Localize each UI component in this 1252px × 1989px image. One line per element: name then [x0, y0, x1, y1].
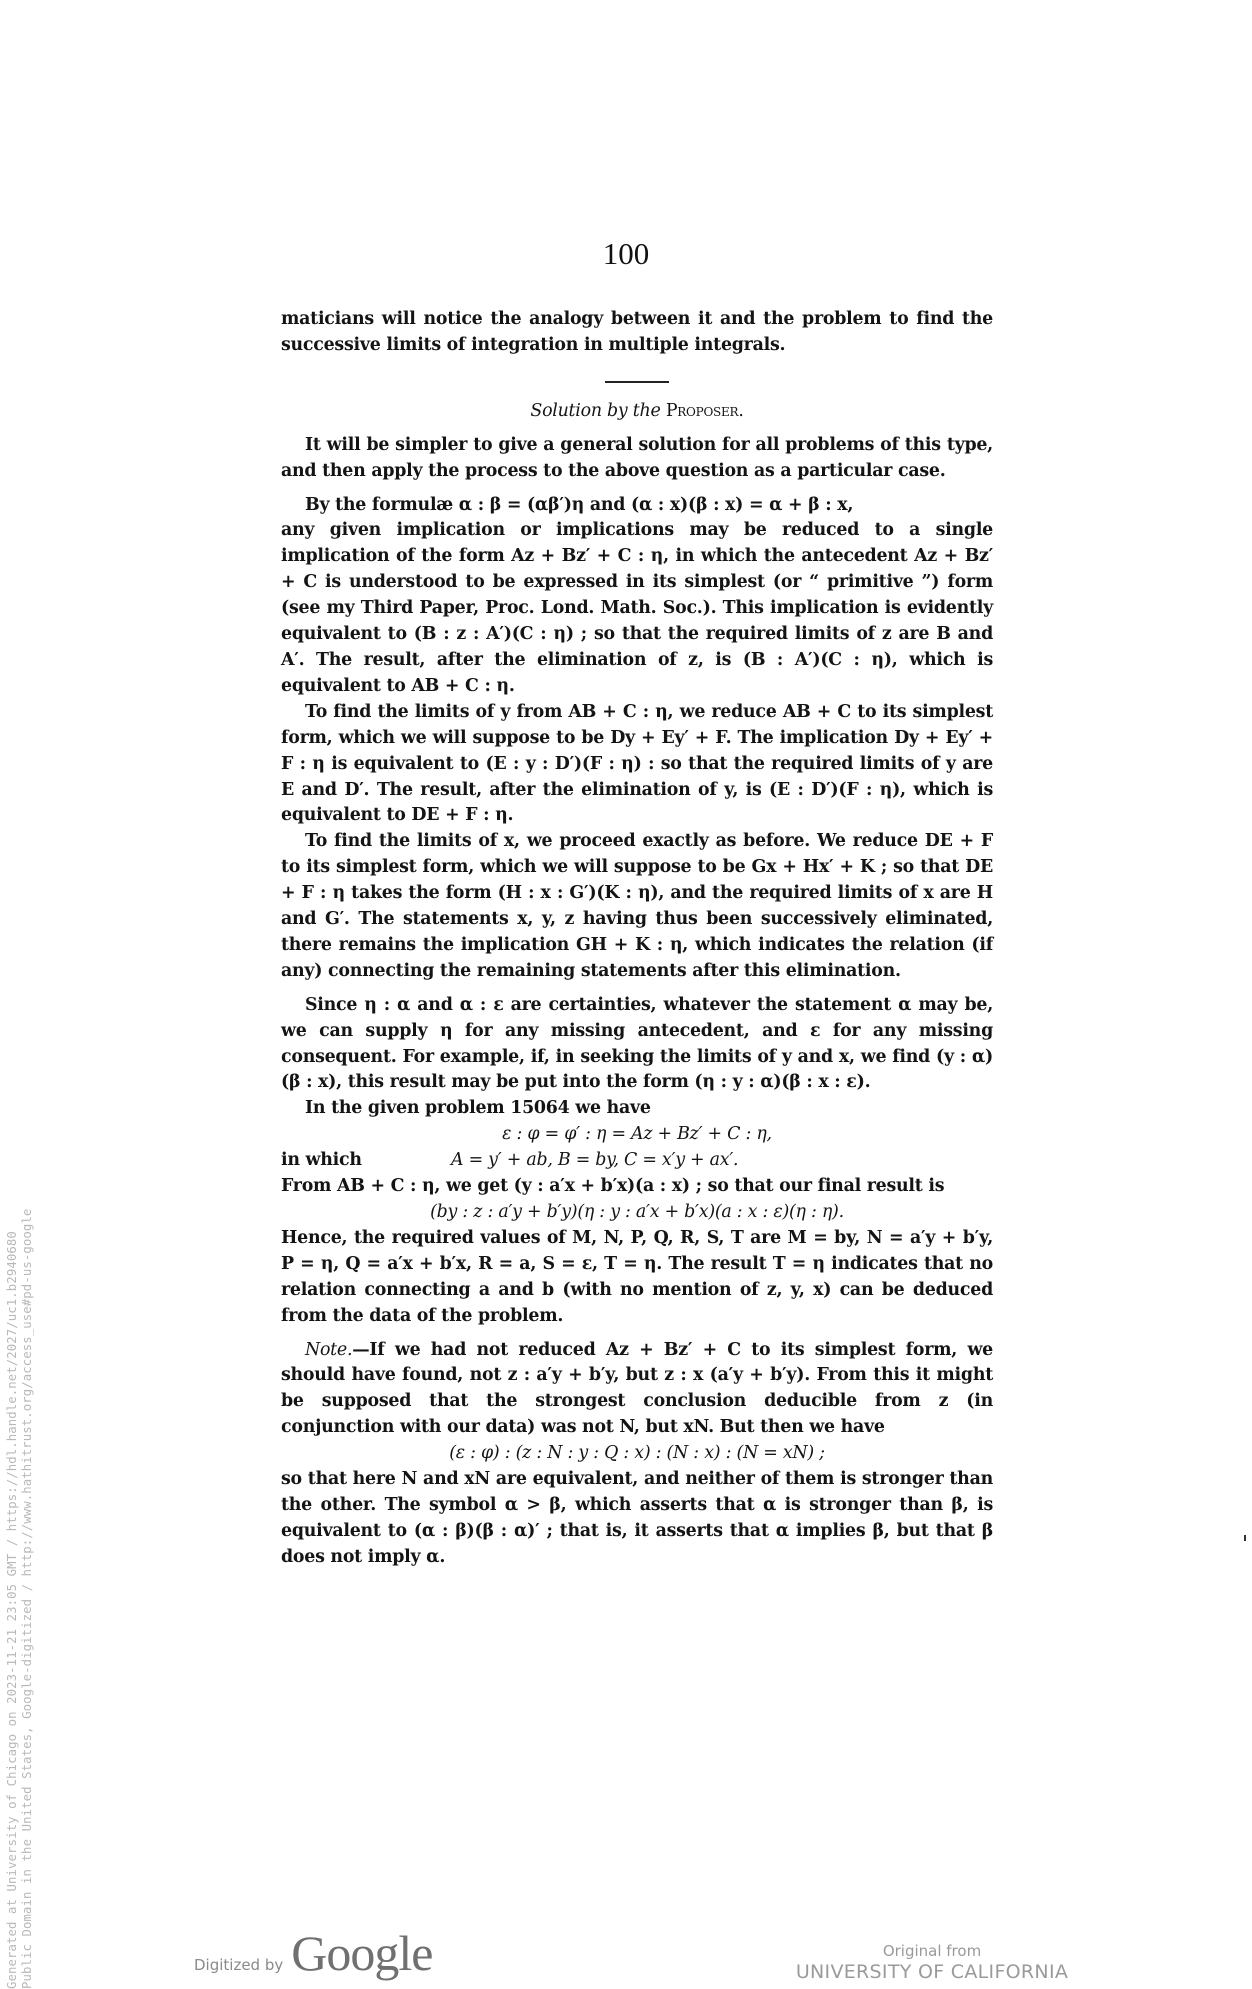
note-text: —If we had not reduced Az + Bz′ + C to its simplest form, we should have found, not z : a′y + b′y, but z : x (a′y + b′y). From this it might be supposed that the strongest conclusion deducible from z (in conjunction with our data) was not N, but xN. But then we have: [281, 1339, 993, 1438]
digitized-by-label: Digitized by: [194, 1956, 284, 1974]
equation-in-which-values: A = y′ + ab, B = by, C = x′y + ax′.: [451, 1150, 739, 1171]
equation-note: (ε : φ) : (z : N : y : Q : x) : (N : x) : (N = xN) ;: [449, 1443, 825, 1464]
google-logo: Google: [291, 1925, 433, 1981]
equation-in-which: [281, 1148, 993, 1174]
section-divider: [605, 381, 669, 383]
equation-given: ε : φ = φ′ : η = Az + Bz′ + C : η,: [502, 1124, 772, 1145]
paragraph-implication: any given implication or implications may be reduced to a single implication of the form Az + Bz′ + C : η, in which the antecedent Az + Bz′ + C is understood to be expressed in its simplest (or “ primitive ”) form (see my Third Paper, Proc. Lond. Math. Soc.). This implication is evidently equivalent to (B : z : A′)(C : η) ; so that the required limits of z are B and A′. The result, after the elimination of z, is (B : A′)(C : η), which is equivalent to AB + C : η.: [281, 520, 993, 696]
paragraph-limits-y: To find the limits of y from AB + C : η, we reduce AB + C to its simplest form, which we will suppose to be Dy + Ey′ + F. The implication Dy + Ey′ + F : η is equivalent to (E : y : D′)(F : η) : so that the required limits of y are E and D′. The result, after the elimination of y, is (E : D′)(F : η), which is equivalent to DE + F : η.: [281, 701, 993, 826]
digitized-by-google: [194, 1924, 432, 1982]
paragraph-required-values: Hence, the required values of M, N, P, Q, R, S, T are M = by, N = a′y + b′y, P = η, Q = a′x + b′x, R = a, S = ε, T = η. The result T = η indicates that no relation connecting a and b (with no mention of z, y, x) can be deduced from the data of the problem.: [281, 1227, 993, 1326]
page-body: [281, 307, 993, 1571]
paragraph-continuation: maticians will notice the analogy between it and the problem to find the successive limits of integration in multiple integrals.: [281, 309, 993, 355]
paragraph-conclusion: so that here N and xN are equivalent, and neither of them is stronger than the other. The symbol α > β, which asserts that α is stronger than β, is equivalent to (α : β)(β : α)′ ; that is, it asserts that α implies β, but that β does not imply α.: [281, 1469, 993, 1567]
paragraph-certainties: Since η : α and α : ε are certainties, whatever the statement α may be, we can supply η for any missing antecedent, and ε for any missing consequent. For example, if, in seeking the limits of y and x, we find (y : α)(β : x), this result may be put into the form (η : y : α)(β : x : ε).: [281, 994, 993, 1093]
paragraph-from-ab: From AB + C : η, we get (y : a′x + b′x)(a : x) ; so that our final result is: [281, 1176, 945, 1197]
scan-speck: [1244, 1535, 1246, 1541]
paragraph-limits-x: To find the limits of x, we proceed exactly as before. We reduce DE + F to its simplest form, which we will suppose to be Gx + Hx′ + K ; so that DE + F : η takes the form (H : x : G′)(K : η), and the required limits of x are H and G′. The statements x, y, z having thus been successively eliminated, there remains the implication GH + K : η, which indicates the relation (if any) connecting the remaining statements after this elimination.: [281, 831, 993, 981]
institution-name: UNIVERSITY OF CALIFORNIA: [795, 1961, 1069, 1983]
watermark-line-1: Generated at University of Chicago on 2023-11-21 23:05 GMT / https://hdl.handle.net/2027/uc1.b2940680: [5, 1231, 19, 1989]
equation-final-result: (by : z : a′y + b′y)(η : y : a′x + b′x)(a : x : ε)(η : η).: [430, 1202, 844, 1222]
paragraph-note: [281, 1338, 993, 1442]
solution-heading-author: Proposer.: [665, 400, 744, 421]
equation-in-which-label: in which: [281, 1150, 362, 1171]
paragraph-general-solution: It will be simpler to give a general solution for all problems of this type, and then apply the process to the above question as a particular case.: [281, 434, 993, 481]
solution-heading-italic: Solution by the: [530, 400, 661, 421]
page-number: 100: [602, 236, 650, 271]
paragraph-formulae: By the formulæ α : β = (αβ′)η and (α : x)(β : x) = α + β : x,: [305, 494, 854, 515]
original-source: [792, 1942, 1072, 1984]
note-label: Note.: [305, 1339, 353, 1360]
solution-heading: [281, 399, 993, 425]
paragraph-given-problem: In the given problem 15064 we have: [305, 1098, 651, 1119]
original-from-label: Original from: [882, 1942, 982, 1960]
hathitrust-watermark: [5, 1209, 35, 1989]
watermark-line-2: Public Domain in the United States, Google-digitized / http://www.hathitrust.org/access_use#pd-us-google: [20, 1208, 34, 1989]
